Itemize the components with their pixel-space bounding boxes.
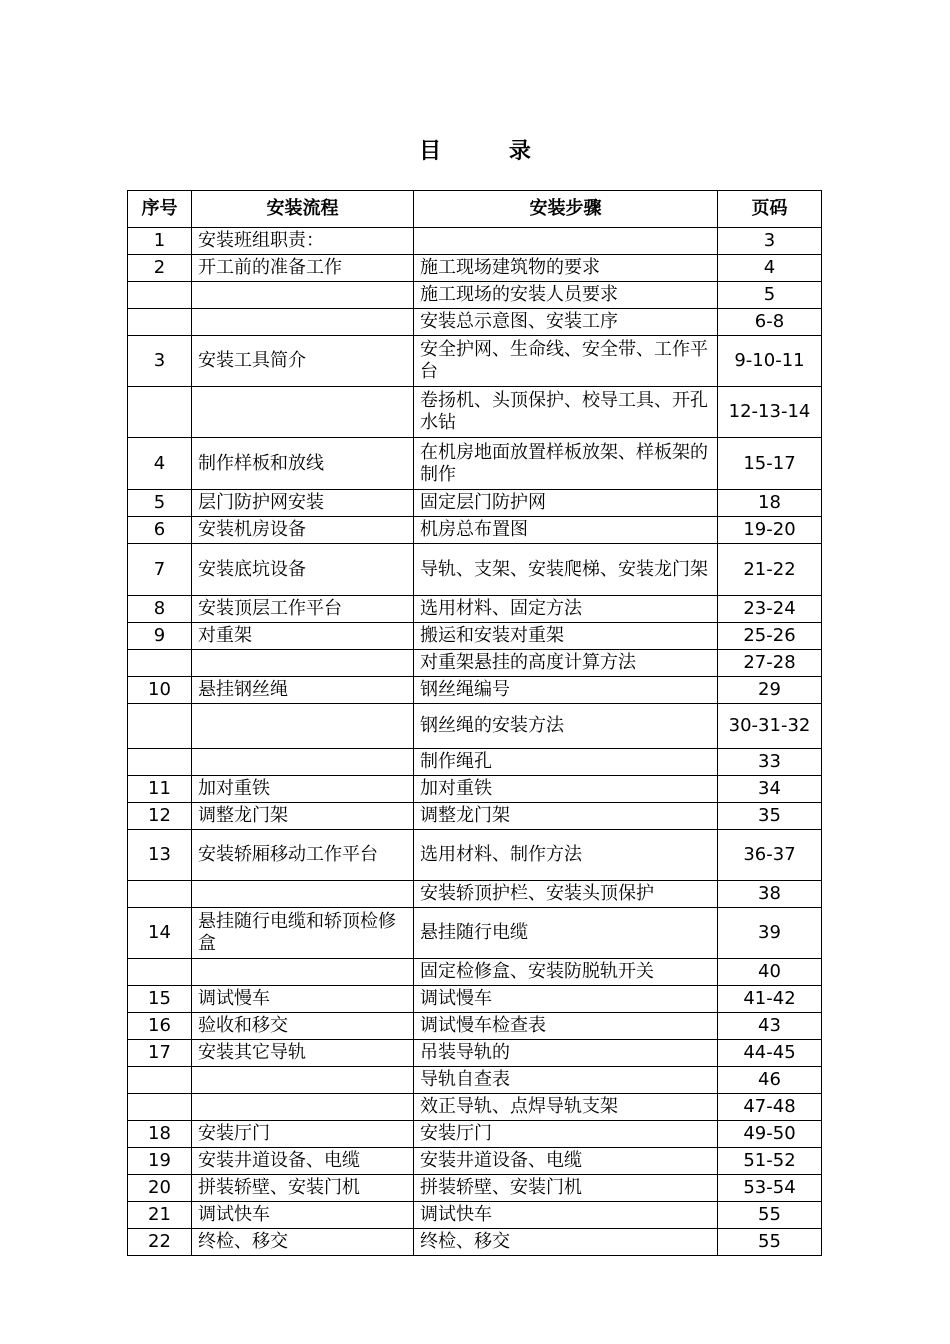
row-number (128, 1094, 192, 1121)
row-step: 在机房地面放置样板放架、样板架的制作 (414, 438, 718, 490)
row-page: 36-37 (718, 830, 822, 881)
row-flow: 拼装轿壁、安装门机 (192, 1175, 414, 1202)
row-number: 20 (128, 1175, 192, 1202)
row-page: 46 (718, 1067, 822, 1094)
row-step: 调试快车 (414, 1202, 718, 1229)
row-step: 拼装轿壁、安装门机 (414, 1175, 718, 1202)
row-step: 调试慢车 (414, 986, 718, 1013)
table-row (128, 387, 822, 438)
row-step: 钢丝绳编号 (414, 677, 718, 704)
row-flow (192, 282, 414, 309)
table-row (128, 776, 822, 803)
row-number: 16 (128, 1013, 192, 1040)
row-number (128, 309, 192, 336)
table-row (128, 1040, 822, 1067)
row-step: 安装井道设备、电缆 (414, 1148, 718, 1175)
row-flow: 安装班组职责： (192, 228, 414, 255)
row-number: 1 (128, 228, 192, 255)
table-row (128, 830, 822, 881)
table-row (128, 908, 822, 959)
row-number: 12 (128, 803, 192, 830)
row-page: 29 (718, 677, 822, 704)
table-row (128, 544, 822, 596)
row-number: 11 (128, 776, 192, 803)
row-step: 选用材料、固定方法 (414, 596, 718, 623)
row-flow: 验收和移交 (192, 1013, 414, 1040)
row-number: 7 (128, 544, 192, 596)
row-flow: 悬挂钢丝绳 (192, 677, 414, 704)
toc-table (127, 190, 822, 1256)
row-page: 5 (718, 282, 822, 309)
row-number: 9 (128, 623, 192, 650)
row-number: 6 (128, 517, 192, 544)
row-flow (192, 1094, 414, 1121)
table-row (128, 1175, 822, 1202)
row-step: 搬运和安装对重架 (414, 623, 718, 650)
row-page: 38 (718, 881, 822, 908)
table-row (128, 517, 822, 544)
row-step: 调试慢车检查表 (414, 1013, 718, 1040)
row-step: 施工现场建筑物的要求 (414, 255, 718, 282)
row-number (128, 881, 192, 908)
row-step: 终检、移交 (414, 1229, 718, 1256)
row-step: 调整龙门架 (414, 803, 718, 830)
row-number: 17 (128, 1040, 192, 1067)
row-page: 9-10-11 (718, 336, 822, 387)
row-page: 12-13-14 (718, 387, 822, 438)
row-number: 19 (128, 1148, 192, 1175)
row-page: 4 (718, 255, 822, 282)
row-number (128, 704, 192, 749)
table-row (128, 1229, 822, 1256)
row-step: 机房总布置图 (414, 517, 718, 544)
row-page: 19-20 (718, 517, 822, 544)
row-number: 4 (128, 438, 192, 490)
row-flow: 调试快车 (192, 1202, 414, 1229)
row-number: 8 (128, 596, 192, 623)
table-row (128, 749, 822, 776)
table-row (128, 623, 822, 650)
row-step: 固定检修盒、安装防脱轨开关 (414, 959, 718, 986)
row-page: 47-48 (718, 1094, 822, 1121)
row-page: 18 (718, 490, 822, 517)
row-page: 53-54 (718, 1175, 822, 1202)
row-step: 选用材料、制作方法 (414, 830, 718, 881)
row-step: 效正导轨、点焊导轨支架 (414, 1094, 718, 1121)
row-number: 22 (128, 1229, 192, 1256)
row-flow (192, 749, 414, 776)
row-number: 21 (128, 1202, 192, 1229)
row-flow: 制作样板和放线 (192, 438, 414, 490)
row-page: 21-22 (718, 544, 822, 596)
row-flow: 安装井道设备、电缆 (192, 1148, 414, 1175)
table-row (128, 1202, 822, 1229)
row-step: 卷扬机、头顶保护、校导工具、开孔水钻 (414, 387, 718, 438)
row-page: 3 (718, 228, 822, 255)
row-step (414, 228, 718, 255)
row-number: 15 (128, 986, 192, 1013)
row-flow (192, 309, 414, 336)
row-page: 33 (718, 749, 822, 776)
row-step: 导轨、支架、安装爬梯、安装龙门架 (414, 544, 718, 596)
row-flow: 开工前的准备工作 (192, 255, 414, 282)
row-flow: 悬挂随行电缆和轿顶检修盒 (192, 908, 414, 959)
row-step: 安装轿顶护栏、安装头顶保护 (414, 881, 718, 908)
row-page: 41-42 (718, 986, 822, 1013)
row-flow (192, 387, 414, 438)
table-row (128, 803, 822, 830)
row-number: 3 (128, 336, 192, 387)
row-step: 固定层门防护网 (414, 490, 718, 517)
table-row (128, 309, 822, 336)
table-row (128, 959, 822, 986)
row-page: 49-50 (718, 1121, 822, 1148)
row-number: 2 (128, 255, 192, 282)
row-number: 10 (128, 677, 192, 704)
row-flow (192, 881, 414, 908)
row-flow (192, 650, 414, 677)
row-number: 18 (128, 1121, 192, 1148)
table-row (128, 650, 822, 677)
table-row (128, 438, 822, 490)
table-row (128, 881, 822, 908)
row-step: 导轨自查表 (414, 1067, 718, 1094)
row-flow: 安装厅门 (192, 1121, 414, 1148)
row-flow (192, 959, 414, 986)
row-number (128, 650, 192, 677)
row-number (128, 282, 192, 309)
row-page: 25-26 (718, 623, 822, 650)
header-flow: 安装流程 (192, 191, 414, 228)
row-page: 44-45 (718, 1040, 822, 1067)
row-flow: 调整龙门架 (192, 803, 414, 830)
row-number: 13 (128, 830, 192, 881)
row-flow: 安装底坑设备 (192, 544, 414, 596)
row-number (128, 749, 192, 776)
header-step: 安装步骤 (414, 191, 718, 228)
row-flow: 安装其它导轨 (192, 1040, 414, 1067)
row-page: 30-31-32 (718, 704, 822, 749)
row-flow (192, 704, 414, 749)
row-page: 39 (718, 908, 822, 959)
row-flow (192, 1067, 414, 1094)
table-row (128, 1121, 822, 1148)
row-step: 安装总示意图、安装工序 (414, 309, 718, 336)
row-number (128, 387, 192, 438)
row-page: 35 (718, 803, 822, 830)
row-step: 钢丝绳的安装方法 (414, 704, 718, 749)
toc-body (128, 228, 822, 1256)
row-step: 安装厅门 (414, 1121, 718, 1148)
row-page: 40 (718, 959, 822, 986)
row-step: 加对重铁 (414, 776, 718, 803)
row-page: 34 (718, 776, 822, 803)
row-flow: 安装轿厢移动工作平台 (192, 830, 414, 881)
page-title: 目 录 (419, 139, 561, 164)
row-step: 安全护网、生命线、安全带、工作平台 (414, 336, 718, 387)
table-row (128, 1067, 822, 1094)
row-flow: 调试慢车 (192, 986, 414, 1013)
row-page: 23-24 (718, 596, 822, 623)
table-header-row (128, 191, 822, 228)
table-row (128, 282, 822, 309)
row-page: 51-52 (718, 1148, 822, 1175)
row-flow: 对重架 (192, 623, 414, 650)
row-step: 悬挂随行电缆 (414, 908, 718, 959)
table-row (128, 986, 822, 1013)
row-number: 5 (128, 490, 192, 517)
row-page: 43 (718, 1013, 822, 1040)
row-page: 6-8 (718, 309, 822, 336)
row-step: 对重架悬挂的高度计算方法 (414, 650, 718, 677)
header-no: 序号 (128, 191, 192, 228)
row-step: 施工现场的安装人员要求 (414, 282, 718, 309)
table-row (128, 228, 822, 255)
table-row (128, 1094, 822, 1121)
row-page: 55 (718, 1229, 822, 1256)
row-number (128, 1067, 192, 1094)
table-row (128, 704, 822, 749)
table-row (128, 255, 822, 282)
row-flow: 安装机房设备 (192, 517, 414, 544)
row-page: 55 (718, 1202, 822, 1229)
row-page: 15-17 (718, 438, 822, 490)
row-step: 吊装导轨的 (414, 1040, 718, 1067)
table-row (128, 596, 822, 623)
row-flow: 安装工具简介 (192, 336, 414, 387)
row-page: 27-28 (718, 650, 822, 677)
row-step: 制作绳孔 (414, 749, 718, 776)
table-row (128, 677, 822, 704)
row-number (128, 959, 192, 986)
table-row (128, 490, 822, 517)
table-row (128, 1148, 822, 1175)
row-flow: 层门防护网安装 (192, 490, 414, 517)
header-page: 页码 (718, 191, 822, 228)
table-row (128, 1013, 822, 1040)
row-number: 14 (128, 908, 192, 959)
table-row (128, 336, 822, 387)
row-flow: 安装顶层工作平台 (192, 596, 414, 623)
row-flow: 加对重铁 (192, 776, 414, 803)
row-flow: 终检、移交 (192, 1229, 414, 1256)
